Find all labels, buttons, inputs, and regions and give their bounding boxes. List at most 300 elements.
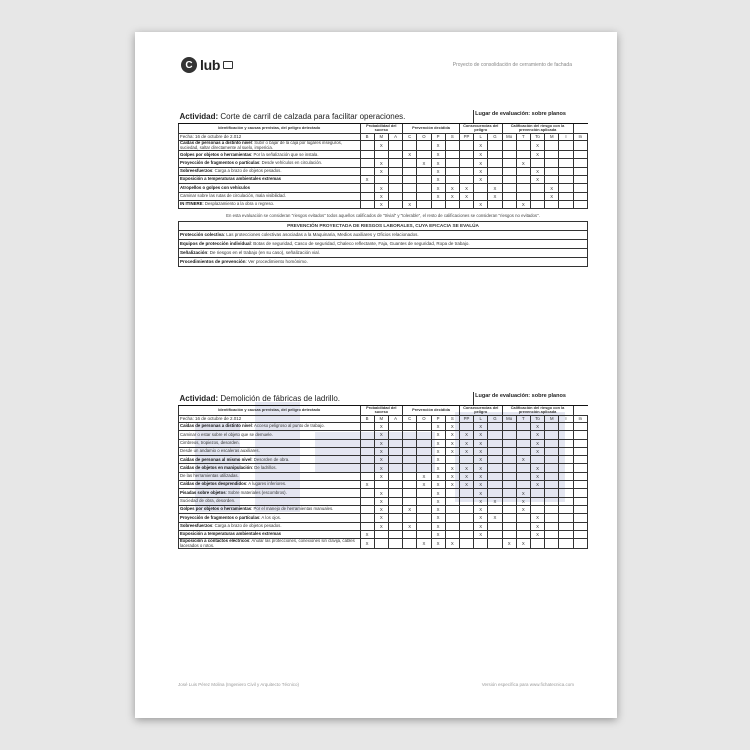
risk-cell (403, 447, 417, 455)
risk-cell (459, 514, 473, 522)
risk-cell (388, 539, 402, 549)
risk-cell: X (445, 539, 459, 549)
risk-cell: X (431, 423, 445, 431)
activity-block-1 (178, 110, 588, 267)
risk-cell (545, 456, 559, 464)
risk-cell: X (403, 505, 417, 513)
codes-row-2 (179, 415, 588, 423)
risk-cell (559, 522, 573, 530)
risk-cell (573, 431, 587, 439)
risk-cell (459, 200, 473, 208)
code-cell: L (474, 415, 488, 423)
col-identification: Identificación y causas previstas, del peligro detectado (179, 123, 361, 133)
risk-cell (459, 151, 473, 159)
risk-cell (417, 200, 431, 208)
risk-cell: X (374, 431, 388, 439)
risk-cell (573, 472, 587, 480)
risk-cell: X (516, 505, 530, 513)
risk-cell: X (474, 497, 488, 505)
risk-cell: X (474, 159, 488, 167)
risk-cell (573, 423, 587, 431)
risk-cell (388, 514, 402, 522)
risk-cell (488, 439, 502, 447)
risk-cell (502, 423, 516, 431)
risk-description: Caminar o estar sobre el objeto que se demuele. (179, 431, 361, 439)
risk-cell (516, 522, 530, 530)
risk-cell: X (530, 141, 544, 151)
risk-cell: X (488, 184, 502, 192)
activity-1-date: Fecha: 16 de octubre de 2.012 (179, 133, 361, 141)
risk-cell (488, 489, 502, 497)
risk-cell: X (474, 447, 488, 455)
risk-cell (388, 159, 402, 167)
risk-cell: X (459, 431, 473, 439)
risk-cell: X (459, 184, 473, 192)
risk-cell (516, 423, 530, 431)
risk-cell (360, 423, 374, 431)
code-cell: I (559, 415, 573, 423)
logo-text: lub (200, 57, 221, 73)
code-cell: S (445, 133, 459, 141)
activity-1-name: Corte de carril de calzada para facilitar operaciones. (220, 111, 406, 121)
risk-cell (360, 151, 374, 159)
risk-cell (417, 176, 431, 184)
risk-cell (403, 539, 417, 549)
risk-row (179, 505, 588, 513)
risk-cell (360, 472, 374, 480)
risk-cell (360, 497, 374, 505)
risk-cell: X (445, 431, 459, 439)
risk-cell (459, 456, 473, 464)
risk-cell (559, 141, 573, 151)
risk-cell (388, 192, 402, 200)
risk-cell: X (431, 522, 445, 530)
risk-cell (488, 431, 502, 439)
risk-cell (559, 151, 573, 159)
risk-cell (573, 514, 587, 522)
risk-cell (573, 141, 587, 151)
risk-cell (573, 530, 587, 538)
evaluation-note: En esta evaluación se consideran "riesgos evitados" todos aquellos calificados de "trivial" y "tolerable", el resto de calificaciones se consideran "riesgos no evitados". (226, 213, 540, 219)
risk-row (179, 141, 588, 151)
risk-cell: X (417, 159, 431, 167)
risk-cell: X (417, 472, 431, 480)
risk-cell (559, 439, 573, 447)
risk-cell (559, 192, 573, 200)
risk-description: Cimbreos, tropiezos, desorden. (179, 439, 361, 447)
risk-cell: X (474, 176, 488, 184)
code-cell: P (431, 415, 445, 423)
page-footer (178, 682, 574, 687)
activity-2-risk-rows (179, 423, 588, 549)
risk-cell (360, 456, 374, 464)
risk-row (179, 159, 588, 167)
risk-cell: X (374, 456, 388, 464)
risk-cell (573, 200, 587, 208)
risk-cell (559, 184, 573, 192)
risk-cell (445, 159, 459, 167)
risk-cell: X (545, 192, 559, 200)
risk-cell (459, 176, 473, 184)
risk-cell (403, 472, 417, 480)
risk-description: Exposición a temperaturas ambientales extremas (179, 530, 361, 538)
risk-cell (516, 481, 530, 489)
risk-description: Exposición a temperaturas ambientales extremas (179, 176, 361, 184)
code-cell: G (488, 133, 502, 141)
risk-cell (530, 200, 544, 208)
risk-cell (388, 447, 402, 455)
risk-cell (545, 200, 559, 208)
risk-cell (417, 167, 431, 175)
risk-cell: X (474, 514, 488, 522)
risk-cell: X (374, 141, 388, 151)
risk-cell (559, 514, 573, 522)
risk-cell (573, 184, 587, 192)
code-cell: Mo (502, 133, 516, 141)
risk-cell (516, 151, 530, 159)
risk-description: Exposición a contactos eléctricos: Anular las protecciones, conexiones sin clavija, cables lacerados o rotos. (179, 539, 361, 549)
risk-cell (516, 530, 530, 538)
risk-cell (388, 439, 402, 447)
risk-cell (417, 505, 431, 513)
code-cell: T (516, 415, 530, 423)
risk-cell (403, 423, 417, 431)
risk-cell (388, 464, 402, 472)
risk-cell (502, 151, 516, 159)
risk-cell (417, 151, 431, 159)
activity-2-location: Lugar de evaluación: sobre planos (474, 392, 588, 405)
risk-row (179, 456, 588, 464)
risk-cell (417, 464, 431, 472)
risk-cell: X (530, 464, 544, 472)
header-project-title: Proyecto de consolidación de cerramiento de fachada (452, 62, 572, 68)
code-cell: In (573, 133, 587, 141)
code-cell: PP (459, 415, 473, 423)
risk-cell (545, 431, 559, 439)
prevention-item: Procedimientos de prevención: Ver procedimiento homónimo. (179, 257, 588, 266)
risk-cell (417, 439, 431, 447)
risk-row (179, 522, 588, 530)
risk-cell (445, 141, 459, 151)
risk-cell: X (431, 539, 445, 549)
risk-cell (559, 464, 573, 472)
risk-cell (516, 514, 530, 522)
code-cell: To (530, 133, 544, 141)
risk-cell: X (459, 192, 473, 200)
logo-mark: C (181, 57, 197, 73)
risk-cell (573, 505, 587, 513)
risk-row (179, 439, 588, 447)
risk-cell (559, 423, 573, 431)
risk-cell: X (516, 159, 530, 167)
risk-cell (388, 431, 402, 439)
risk-cell: X (374, 514, 388, 522)
risk-cell (360, 184, 374, 192)
risk-cell: X (431, 497, 445, 505)
risk-cell (474, 184, 488, 192)
risk-cell (516, 176, 530, 184)
risk-cell (360, 447, 374, 455)
activity-1-risk-rows (179, 141, 588, 209)
risk-cell (559, 472, 573, 480)
risk-cell (459, 423, 473, 431)
risk-cell (516, 464, 530, 472)
risk-cell (360, 431, 374, 439)
risk-description: Caídas de personas a distinto nivel: Acceso peligroso al punto de trabajo. (179, 423, 361, 431)
code-cell: B (360, 133, 374, 141)
risk-cell (530, 505, 544, 513)
risk-cell (573, 151, 587, 159)
code-cell: PP (459, 133, 473, 141)
risk-description: Caídas de objetos desprendidos: A lugares inferiores. (179, 481, 361, 489)
risk-cell: X (530, 167, 544, 175)
risk-cell (488, 176, 502, 184)
risk-cell (459, 167, 473, 175)
risk-cell (502, 447, 516, 455)
risk-cell: X (360, 176, 374, 184)
risk-cell (403, 530, 417, 538)
risk-cell (559, 497, 573, 505)
risk-cell (545, 505, 559, 513)
risk-cell: X (431, 505, 445, 513)
risk-cell: X (374, 464, 388, 472)
activity-1-location: Lugar de evaluación: sobre planos (474, 110, 588, 123)
col-prevention: Prevención decidida (403, 123, 460, 133)
risk-cell (530, 192, 544, 200)
col-identification: Identificación y causas previstas, del peligro detectado (179, 405, 361, 415)
risk-cell (403, 464, 417, 472)
risk-cell: X (530, 176, 544, 184)
risk-cell (417, 522, 431, 530)
risk-cell: X (530, 514, 544, 522)
risk-cell: X (431, 439, 445, 447)
risk-cell: X (459, 472, 473, 480)
risk-cell (374, 539, 388, 549)
risk-description: Desde un andamio o escaleras auxiliares. (179, 447, 361, 455)
risk-cell: X (360, 481, 374, 489)
footer-author: José Luis Pérez Molina (Ingeniero Civil y Arquitecto Técnico) (178, 682, 299, 687)
risk-cell: X (445, 439, 459, 447)
risk-row (179, 481, 588, 489)
risk-row (179, 423, 588, 431)
activity-2-date: Fecha: 16 de octubre de 2.012 (179, 415, 361, 423)
risk-cell (417, 447, 431, 455)
activity-block-2 (178, 392, 588, 549)
risk-cell (488, 159, 502, 167)
risk-description: Atropellos o golpes con vehículos (179, 184, 361, 192)
risk-cell (488, 530, 502, 538)
risk-cell (545, 176, 559, 184)
risk-cell (502, 176, 516, 184)
risk-cell (502, 481, 516, 489)
risk-description: Caídas de objetos en manipulación: De ladrillos. (179, 464, 361, 472)
activity-2-table (178, 392, 588, 549)
risk-row (179, 167, 588, 175)
risk-cell: X (545, 184, 559, 192)
risk-cell (545, 439, 559, 447)
risk-cell: X (474, 141, 488, 151)
risk-cell (374, 176, 388, 184)
risk-cell (502, 141, 516, 151)
risk-cell: X (374, 167, 388, 175)
code-cell: M (374, 415, 388, 423)
risk-cell (360, 514, 374, 522)
risk-cell (530, 456, 544, 464)
risk-cell (374, 530, 388, 538)
risk-cell: X (516, 456, 530, 464)
risk-cell (417, 497, 431, 505)
risk-cell: X (474, 431, 488, 439)
risk-cell: X (431, 456, 445, 464)
risk-cell (403, 431, 417, 439)
code-cell: O (417, 415, 431, 423)
prevention-item: Equipos de protección individual: Botas de seguridad, Casco de seguridad, Chaleco reflectante, Faja, Guantes de seguridad, Ropa de trabajo. (179, 239, 588, 248)
risk-cell (459, 505, 473, 513)
risk-cell: X (516, 497, 530, 505)
risk-cell: X (431, 167, 445, 175)
risk-cell (445, 530, 459, 538)
risk-cell (530, 159, 544, 167)
risk-cell (502, 184, 516, 192)
risk-cell (502, 530, 516, 538)
risk-cell: X (445, 481, 459, 489)
risk-row (179, 464, 588, 472)
risk-cell (388, 184, 402, 192)
risk-cell: X (530, 447, 544, 455)
risk-cell (360, 505, 374, 513)
risk-cell: X (530, 151, 544, 159)
activity-1-table (178, 110, 588, 209)
risk-cell (488, 167, 502, 175)
risk-cell (403, 159, 417, 167)
risk-cell: X (474, 530, 488, 538)
risk-description: Suciedad de obra, desorden. (179, 497, 361, 505)
risk-cell: X (431, 464, 445, 472)
risk-cell (502, 472, 516, 480)
risk-description: Golpes por objetos o herramientas: Por la señalización que se instala. (179, 151, 361, 159)
risk-row (179, 497, 588, 505)
risk-cell: X (403, 522, 417, 530)
risk-cell: X (431, 192, 445, 200)
logo-box-icon (223, 61, 233, 69)
code-cell: A (388, 133, 402, 141)
risk-cell (388, 456, 402, 464)
risk-cell: X (516, 200, 530, 208)
risk-cell (459, 141, 473, 151)
risk-cell: X (459, 447, 473, 455)
col-probability: Probabilidad del suceso (360, 405, 403, 415)
code-cell: B (360, 415, 374, 423)
risk-cell (374, 151, 388, 159)
code-cell: C (403, 133, 417, 141)
risk-cell: X (374, 447, 388, 455)
risk-row (179, 472, 588, 480)
risk-cell: X (374, 423, 388, 431)
risk-cell (502, 505, 516, 513)
risk-cell (474, 539, 488, 549)
risk-row (179, 447, 588, 455)
risk-cell (388, 530, 402, 538)
risk-cell (545, 539, 559, 549)
risk-cell (502, 431, 516, 439)
risk-cell (417, 456, 431, 464)
risk-cell (360, 439, 374, 447)
risk-cell: X (360, 539, 374, 549)
risk-cell (573, 522, 587, 530)
prevention-item: Protección colectiva: Las protecciones colectivas asociadas a la Maquinaria, Medios auxiliares y Oficios relacionados. (179, 230, 588, 239)
risk-cell: X (459, 464, 473, 472)
risk-cell (488, 151, 502, 159)
risk-cell: X (474, 456, 488, 464)
risk-cell (516, 184, 530, 192)
risk-cell (417, 514, 431, 522)
risk-cell (403, 141, 417, 151)
risk-cell (516, 192, 530, 200)
risk-cell: X (374, 489, 388, 497)
risk-cell (502, 192, 516, 200)
risk-cell (488, 522, 502, 530)
risk-cell: X (431, 431, 445, 439)
risk-cell (445, 167, 459, 175)
risk-cell (559, 200, 573, 208)
risk-cell (545, 447, 559, 455)
risk-cell (417, 431, 431, 439)
risk-cell (388, 200, 402, 208)
code-cell: A (388, 415, 402, 423)
risk-cell (360, 464, 374, 472)
risk-cell (516, 447, 530, 455)
risk-cell (388, 472, 402, 480)
risk-description: Sobreesfuerzos: Carga a brazo de objetos pesados. (179, 522, 361, 530)
risk-cell: X (431, 514, 445, 522)
risk-cell (445, 497, 459, 505)
risk-cell (573, 481, 587, 489)
risk-cell: X (417, 539, 431, 549)
risk-cell: X (431, 184, 445, 192)
col-rating: Calificación del riesgo con la prevención aplicada (502, 123, 573, 133)
club-logo (181, 54, 233, 76)
risk-cell (516, 431, 530, 439)
risk-cell (445, 489, 459, 497)
risk-cell (573, 539, 587, 549)
risk-description: Sobreesfuerzos: Carga a brazo de objetos pesados. (179, 167, 361, 175)
risk-cell (388, 141, 402, 151)
risk-cell (360, 141, 374, 151)
risk-cell (388, 151, 402, 159)
risk-cell: X (403, 151, 417, 159)
risk-cell (360, 159, 374, 167)
risk-cell (573, 464, 587, 472)
risk-cell (559, 489, 573, 497)
risk-cell (388, 423, 402, 431)
risk-cell (573, 456, 587, 464)
risk-cell: X (530, 472, 544, 480)
risk-cell (545, 159, 559, 167)
risk-cell (502, 514, 516, 522)
risk-cell (403, 439, 417, 447)
risk-cell (417, 423, 431, 431)
risk-cell (360, 167, 374, 175)
risk-cell: X (445, 192, 459, 200)
risk-cell (459, 539, 473, 549)
risk-cell (502, 159, 516, 167)
risk-cell (516, 167, 530, 175)
risk-cell (488, 472, 502, 480)
risk-cell: X (474, 522, 488, 530)
risk-cell: X (431, 481, 445, 489)
risk-cell: X (374, 184, 388, 192)
risk-cell (388, 522, 402, 530)
